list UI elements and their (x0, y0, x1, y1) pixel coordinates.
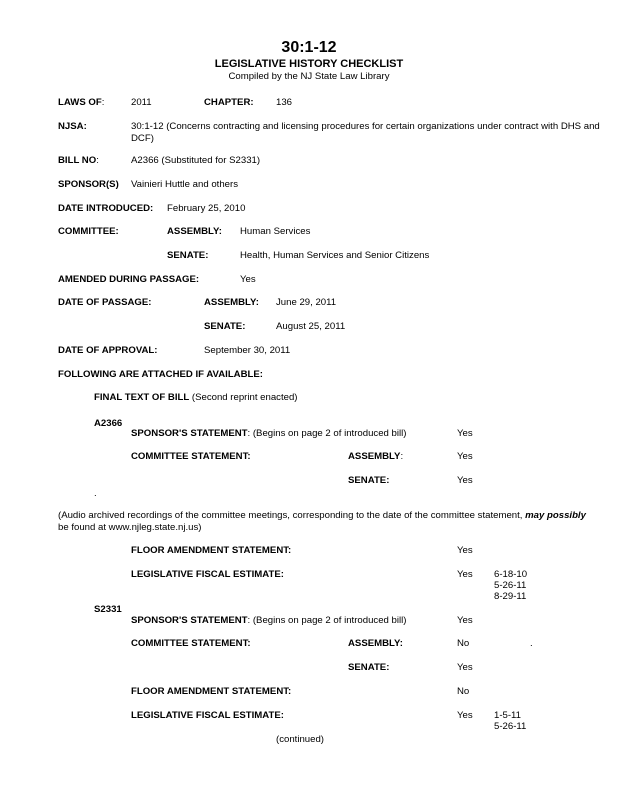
s2331-fiscal-date-1: 1-5-11 (494, 710, 522, 721)
bill-no-label-text: BILL NO (58, 155, 97, 166)
page-title: 30:1-12 (281, 39, 337, 56)
s2331-assembly-dot: . (530, 638, 533, 649)
date-introduced-value: February 25, 2010 (167, 203, 246, 214)
a2366-assembly-value: Yes (457, 451, 473, 462)
s2331-committee-label: COMMITTEE STATEMENT: (131, 638, 251, 649)
amended-label: AMENDED DURING PASSAGE: (58, 274, 200, 285)
audio-note-emphasis: may possibly (525, 510, 586, 521)
bill-no-value: A2366 (Substituted for S2331) (131, 155, 261, 166)
passage-label: DATE OF PASSAGE: (58, 297, 152, 308)
passage-senate-label: SENATE: (204, 321, 246, 332)
s2331-senate-label: SENATE: (348, 662, 390, 673)
s2331-sponsor-label: SPONSOR'S STATEMENT (131, 615, 248, 626)
s2331-senate-value: Yes (457, 662, 473, 673)
audio-note (58, 510, 608, 534)
s2331-sponsor-note: : (Begins on page 2 of introduced bill) (247, 615, 407, 626)
njsa-value: 30:1-12 (Concerns contracting and licensing procedures for certain organizations under contract with DHS and DCF) (131, 121, 600, 144)
a2366-senate-label: SENATE: (348, 475, 390, 486)
a2366-floor-value: Yes (457, 545, 473, 556)
s2331-assembly-value: No (457, 638, 470, 649)
njsa-label: NJSA: (58, 121, 87, 132)
a2366-fiscal-date-3: 8-29-11 (494, 591, 527, 602)
a2366-sponsor-label: SPONSOR'S STATEMENT (131, 428, 248, 439)
laws-of-label (58, 97, 104, 109)
a2366-fiscal-value: Yes (457, 569, 473, 580)
passage-assembly-label: ASSEMBLY: (204, 297, 259, 308)
attached-heading: FOLLOWING ARE ATTACHED IF AVAILABLE: (58, 369, 263, 380)
committee-senate-value: Health, Human Services and Senior Citizens (240, 250, 430, 261)
committee-assembly-label: ASSEMBLY: (167, 226, 222, 237)
amended-value: Yes (240, 274, 256, 285)
continued-note: (continued) (276, 734, 324, 745)
laws-of-value: 2011 (131, 97, 152, 108)
final-text-note: (Second reprint enacted) (189, 392, 298, 403)
sponsor-label: SPONSOR(S) (58, 179, 119, 190)
a2366-fiscal-date-1: 6-18-10 (494, 569, 528, 580)
laws-of-colon: : (101, 97, 105, 108)
chapter-value: 136 (276, 97, 293, 108)
approval-value: September 30, 2011 (204, 345, 291, 356)
passage-senate-value: August 25, 2011 (276, 321, 346, 332)
approval-label: DATE OF APPROVAL: (58, 345, 158, 356)
sponsor-value: Vainieri Huttle and others (131, 179, 239, 190)
final-text (94, 392, 298, 404)
date-introduced-label: DATE INTRODUCED: (58, 203, 154, 214)
a2366-assembly (348, 451, 403, 463)
committee-assembly-value: Human Services (240, 226, 311, 237)
a2366-bill-label: A2366 (94, 418, 123, 429)
a2366-sponsor-statement (131, 428, 406, 440)
s2331-floor-label: FLOOR AMENDMENT STATEMENT: (131, 686, 292, 697)
s2331-floor-value: No (457, 686, 470, 697)
audio-note-after: be found at www.njleg.state.nj.us) (58, 522, 202, 533)
compiled-by: Compiled by the NJ State Law Library (228, 71, 390, 82)
bill-no-colon: : (96, 155, 99, 166)
a2366-committee-label: COMMITTEE STATEMENT: (131, 451, 251, 462)
laws-of-label-text: LAWS OF (58, 97, 102, 108)
s2331-sponsor-statement (131, 615, 406, 627)
a2366-stray-dot: . (94, 488, 97, 499)
s2331-fiscal-value: Yes (457, 710, 473, 721)
a2366-sponsor-value: Yes (457, 428, 473, 439)
s2331-fiscal-label: LEGISLATIVE FISCAL ESTIMATE: (131, 710, 284, 721)
chapter-label: CHAPTER: (204, 97, 254, 108)
final-text-label: FINAL TEXT OF BILL (94, 392, 190, 403)
a2366-fiscal-date-2: 5-26-11 (494, 580, 527, 591)
a2366-senate-value: Yes (457, 475, 473, 486)
a2366-assembly-label: ASSEMBLY (348, 451, 401, 462)
bill-no-label (58, 155, 99, 167)
committee-label: COMMITTEE: (58, 226, 119, 237)
s2331-bill-label: S2331 (94, 604, 122, 615)
a2366-fiscal-label: LEGISLATIVE FISCAL ESTIMATE: (131, 569, 284, 580)
passage-assembly-value: June 29, 2011 (276, 297, 337, 308)
s2331-sponsor-value: Yes (457, 615, 473, 626)
a2366-floor-label: FLOOR AMENDMENT STATEMENT: (131, 545, 292, 556)
s2331-assembly-label: ASSEMBLY: (348, 638, 403, 649)
page-subtitle: LEGISLATIVE HISTORY CHECKLIST (214, 58, 404, 70)
audio-note-before: (Audio archived recordings of the committee meetings, corresponding to the date of the committee statement, (58, 510, 526, 521)
s2331-fiscal-date-2: 5-26-11 (494, 721, 527, 732)
a2366-sponsor-note: : (Begins on page 2 of introduced bill) (247, 428, 407, 439)
committee-senate-label: SENATE: (167, 250, 209, 261)
a2366-assembly-colon: : (400, 451, 404, 462)
